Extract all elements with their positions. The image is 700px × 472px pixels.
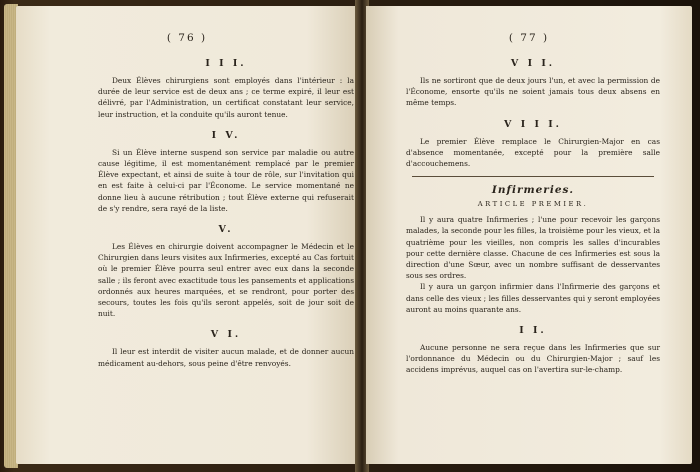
section-numeral: V I I I. <box>504 118 562 130</box>
article-label: ARTICLE PREMIER. <box>477 200 589 209</box>
divider-rule <box>412 176 654 177</box>
article-paragraph: Il y aura quatre Infirmeries ; l'une pour recevoir les garçons malades, la seconde pour les filles, la troisième pour les vieux, et la quatrième pour les vieilles, non compris les salles d'incurables pour cette dernière classe. Chacune de ces Infirmeries est sous la direction d'une Sœur, avec un nombre suffisant de desservantes sous ses ordres. <box>406 215 660 281</box>
section-numeral: I V. <box>211 129 241 141</box>
section-paragraph: Ils ne sortiront que de deux jours l'un, et avec la permission de l'Économe, ensorte qu'ils ne soient jamais tous deux absens en même temps. <box>406 76 660 108</box>
section-numeral: V. <box>218 224 234 236</box>
left-page-number: ( 76 ) <box>166 32 208 44</box>
section-numeral: I I I. <box>205 58 247 69</box>
right-page-content <box>406 50 660 376</box>
section-paragraph: Il leur est interdit de visiter aucun malade, et de donner aucun médicament au-dehors, sous peine d'être renvoyés. <box>98 347 354 368</box>
article-paragraph: Il y aura un garçon infirmier dans l'Infirmerie des garçons et dans celle des vieux ; les filles desservantes qui y seront employées auront au moins quarante ans. <box>406 282 660 314</box>
section-numeral: V I. <box>210 329 242 341</box>
right-page-number: ( 77 ) <box>508 32 550 44</box>
chapter-title: Infirmeries. <box>491 184 575 197</box>
section-paragraph: Aucune personne ne sera reçue dans les Infirmeries que sur l'ordonnance du Médecin ou du Chirurgien-Major ; sauf les accidens imprévus, auquel cas on l'avertira sur-le-champ. <box>406 343 660 375</box>
section-numeral: V I I. <box>510 58 556 69</box>
left-page-content <box>98 50 354 369</box>
section-numeral: I I. <box>519 325 547 337</box>
section-paragraph: Le premier Élève remplace le Chirurgien-Major en cas d'absence momentanée, excepté pour la première salle d'accouchemens. <box>406 136 660 169</box>
left-page <box>16 6 358 464</box>
section-paragraph: Les Élèves en chirurgie doivent accompagner le Médecin et le Chirurgien dans leurs visites aux Infirmeries, excepté au Cas fortuit où le premier Élève pourra seul entrer avec eux dans la seconde salle ; ils feront avec exactitude tous les pansements et applications ordonnés aux heures marquées, et se rendront, pour porter des secours, toutes les fois qu'ils seront appelés, soit de jour soit de nuit. <box>98 242 354 319</box>
section-paragraph: Si un Élève interne suspend son service par maladie ou autre cause légitime, il est momentanément remplacé par le premier Élève expectant, et ainsi de suite à tour de rôle, sur l'invitation qui en est faite à celui-ci par l'Économe. Le service momentané ne donne lieu à aucune rétribution ; tout Élève externe qui refuserait de s'y rendre, sera rayé de la liste. <box>98 147 354 213</box>
section-paragraph: Deux Élèves chirurgiens sont employés dans l'intérieur : la durée de leur service est de deux ans ; ce terme expiré, il leur est délivré, par l'Administration, un certificat constatant leur service, leur instruction, et la conduite qu'ils auront tenue. <box>98 76 354 119</box>
right-page <box>366 6 692 464</box>
